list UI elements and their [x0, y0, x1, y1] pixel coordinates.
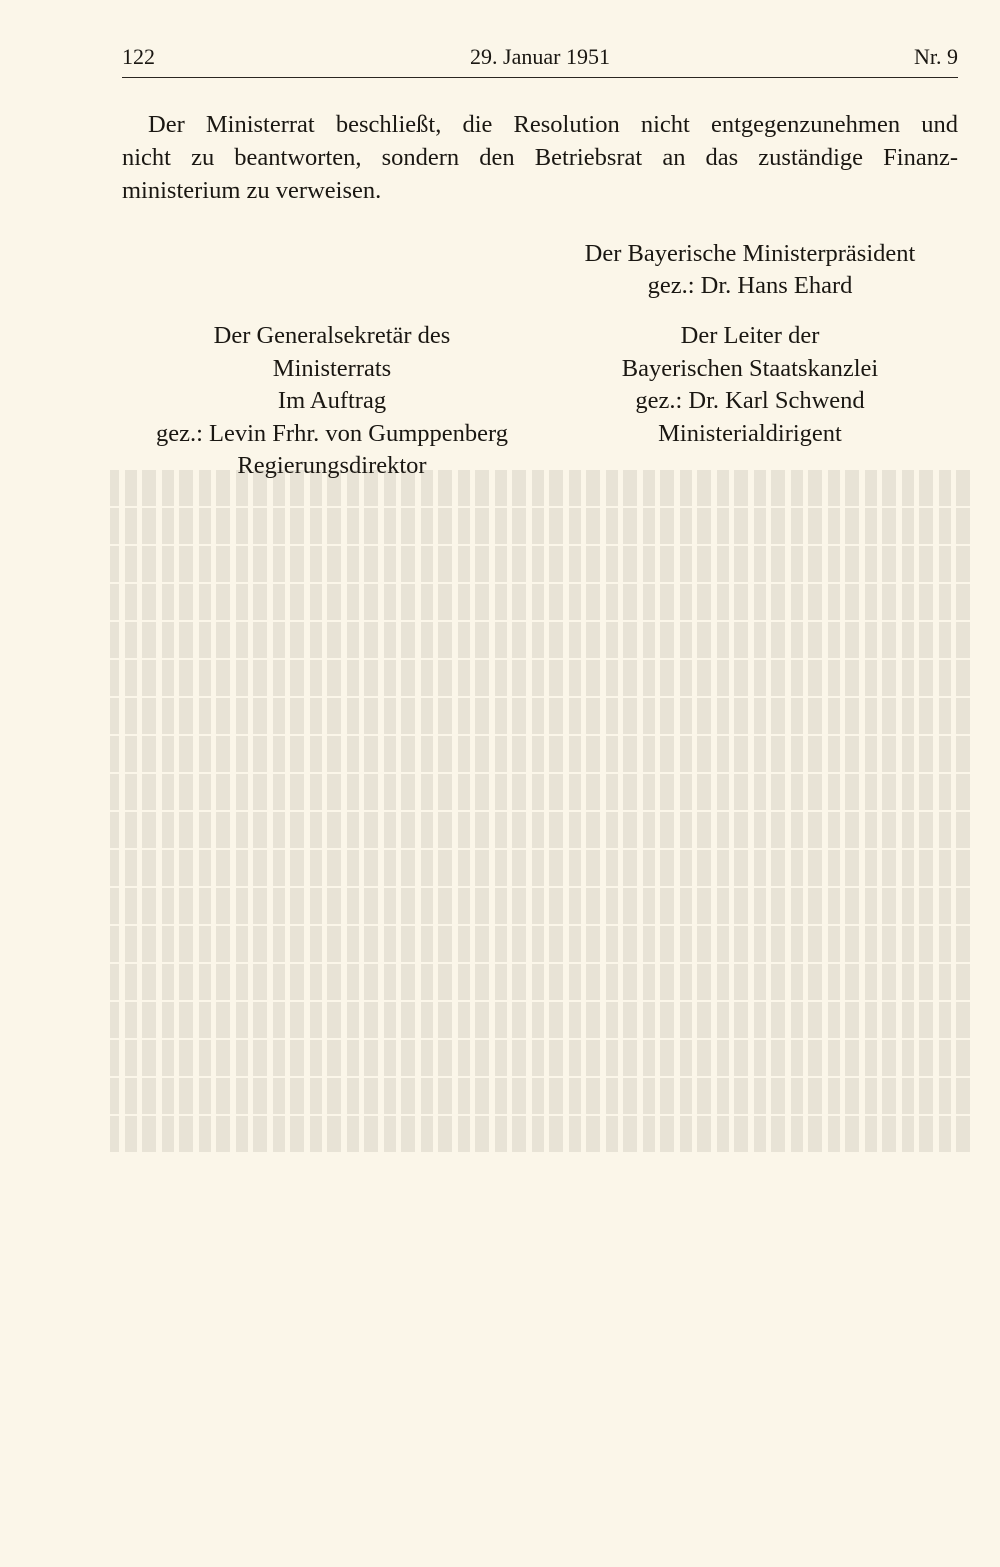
header-rule	[122, 77, 958, 78]
signature-ministerpraesident	[540, 238, 960, 302]
resolution-paragraph	[122, 108, 958, 207]
paragraph-line-2: nicht zu beantworten, sondern den Betriebsrat an das zuständige Finanz-	[122, 144, 958, 171]
header-date: 29. Januar 1951	[470, 44, 610, 69]
signature-line: Ministerrats	[272, 354, 392, 382]
signature-line: Regierungsdirektor	[237, 452, 427, 479]
signature-staatskanzlei	[540, 320, 960, 450]
show-through-texture	[110, 470, 970, 1470]
issue-number: Nr. 9	[914, 44, 958, 69]
signature-title: Der Bayerische Ministerpräsident	[584, 240, 916, 267]
signature-line: Bayerischen Staatskanzlei	[621, 354, 879, 382]
signature-line: Im Auftrag	[277, 387, 387, 414]
signature-generalsekretaer	[122, 320, 542, 483]
signature-line: gez.: Dr. Karl Schwend	[635, 387, 865, 414]
signature-line: gez.: Levin Frhr. von Gumppenberg	[155, 419, 508, 447]
paragraph-line-1: Der Ministerrat beschließt, die Resolution nicht entgegenzunehmen und	[148, 111, 958, 138]
signature-name: gez.: Dr. Hans Ehard	[647, 272, 853, 299]
signature-line: Ministerialdirigent	[658, 419, 842, 447]
signature-line: Der Leiter der	[680, 322, 820, 349]
page-number: 122	[122, 44, 155, 69]
signature-line: Der Generalsekretär des	[213, 322, 451, 349]
page-header	[122, 44, 958, 78]
paragraph-line-3: ministerium zu verweisen.	[122, 177, 382, 204]
